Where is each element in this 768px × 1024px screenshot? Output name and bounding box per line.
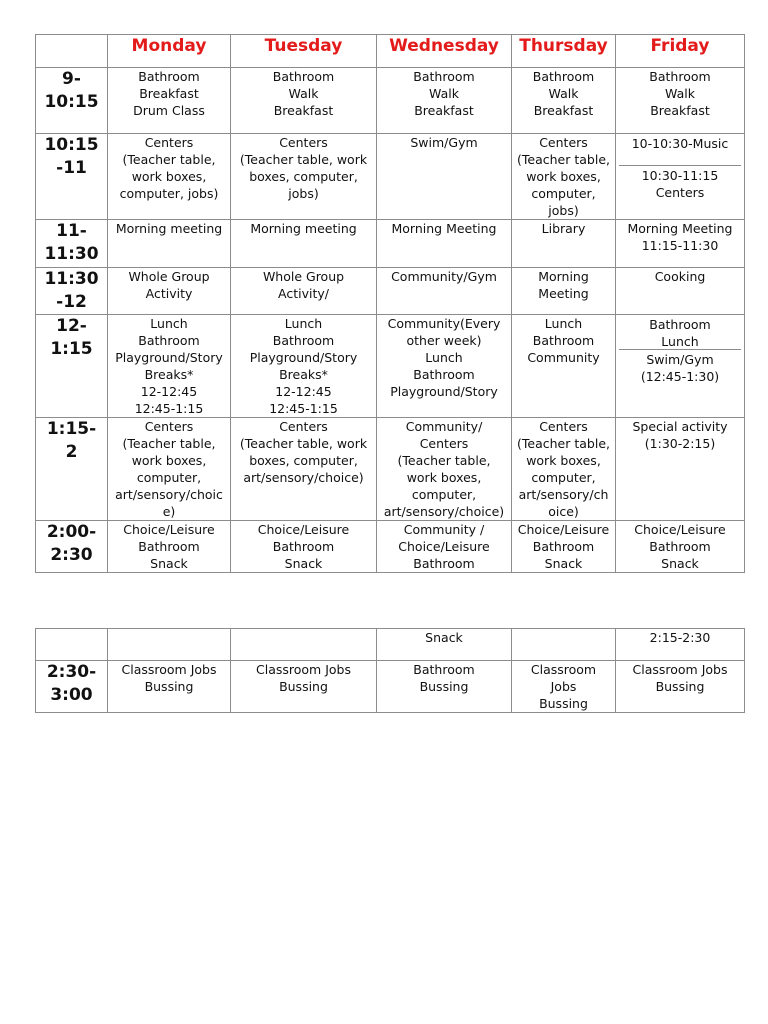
schedule-row-1 <box>36 134 745 220</box>
schedule-subcell-friday-centers: 10:30-11:15 Centers <box>619 165 741 201</box>
schedule-cell-thursday: Centers (Teacher table, work boxes, computer, jobs) <box>512 134 616 220</box>
schedule-cell-wednesday: Community/Gym <box>377 268 512 315</box>
schedule-cell-friday: Special activity (1:30-2:15) <box>616 418 745 521</box>
schedule-cell-tuesday: Choice/Leisure Bathroom Snack <box>231 521 377 573</box>
schedule-row-3 <box>36 268 745 315</box>
schedule-row-5 <box>36 418 745 521</box>
schedule-cell-thursday: Choice/Leisure Bathroom Snack <box>512 521 616 573</box>
schedule-row-6 <box>36 521 745 573</box>
time-slot-label: 11:30 -12 <box>36 268 108 315</box>
schedule-cell-monday: Lunch Bathroom Playground/Story Breaks* 12-12:45 12:45-1:15 <box>108 315 231 418</box>
schedule-cell-wednesday: Community/ Centers (Teacher table, work boxes, computer, art/sensory/choice) <box>377 418 512 521</box>
schedule-cell-monday: Centers (Teacher table, work boxes, computer, art/sensory/choic e) <box>108 418 231 521</box>
schedule-cell-tuesday <box>231 629 377 661</box>
time-slot-label: 1:15- 2 <box>36 418 108 521</box>
time-slot-label: 12- 1:15 <box>36 315 108 418</box>
schedule-cell-wednesday: Bathroom Bussing <box>377 661 512 713</box>
time-slot-label <box>36 629 108 661</box>
day-header-thursday: Thursday <box>512 35 616 68</box>
day-header-tuesday: Tuesday <box>231 35 377 68</box>
schedule-cell-monday: Centers (Teacher table, work boxes, computer, jobs) <box>108 134 231 220</box>
schedule-cell-thursday <box>512 629 616 661</box>
schedule-cell-tuesday: Classroom Jobs Bussing <box>231 661 377 713</box>
schedule-cell-wednesday: Community(Every other week) Lunch Bathroom Playground/Story <box>377 315 512 418</box>
schedule-cell-thursday: Morning Meeting <box>512 268 616 315</box>
time-slot-label: 10:15 -11 <box>36 134 108 220</box>
schedule-cell-friday: Morning Meeting 11:15-11:30 <box>616 220 745 268</box>
schedule-cell-wednesday: Bathroom Walk Breakfast <box>377 68 512 134</box>
schedule-subcell-friday-lunch: Bathroom Lunch <box>649 317 711 349</box>
schedule-cell-friday: Choice/Leisure Bathroom Snack <box>616 521 745 573</box>
schedule-subcell-friday-swim: Swim/Gym (12:45-1:30) <box>619 349 741 385</box>
schedule-cell-tuesday: Whole Group Activity/ <box>231 268 377 315</box>
schedule-cell-tuesday: Centers (Teacher table, work boxes, computer, jobs) <box>231 134 377 220</box>
schedule-cell-friday <box>616 134 745 220</box>
day-header-monday: Monday <box>108 35 231 68</box>
schedule-cell-monday <box>108 629 231 661</box>
schedule-cell-tuesday: Lunch Bathroom Playground/Story Breaks* 12-12:45 12:45-1:15 <box>231 315 377 418</box>
schedule-cell-friday <box>616 315 745 418</box>
schedule-cell-monday: Whole Group Activity <box>108 268 231 315</box>
time-slot-label: 11- 11:30 <box>36 220 108 268</box>
schedule-row-7 <box>36 661 745 713</box>
corner-cell <box>36 35 108 68</box>
schedule-cell-friday: Classroom Jobs Bussing <box>616 661 745 713</box>
schedule-cell-wednesday: Community / Choice/Leisure Bathroom <box>377 521 512 573</box>
schedule-cell-thursday: Lunch Bathroom Community <box>512 315 616 418</box>
schedule-cell-thursday: Library <box>512 220 616 268</box>
schedule-cell-wednesday: Morning Meeting <box>377 220 512 268</box>
schedule-cell-monday: Bathroom Breakfast Drum Class <box>108 68 231 134</box>
day-header-wednesday: Wednesday <box>377 35 512 68</box>
schedule-subcell-friday-music: 10-10:30-Music <box>631 136 729 151</box>
schedule-table-page2 <box>35 628 745 713</box>
day-header-friday: Friday <box>616 35 745 68</box>
schedule-cell-monday: Classroom Jobs Bussing <box>108 661 231 713</box>
schedule-row-0 <box>36 68 745 134</box>
continuation-row <box>36 629 745 661</box>
schedule-cell-thursday: Centers (Teacher table, work boxes, computer, art/sensory/ch oice) <box>512 418 616 521</box>
schedule-cell-thursday: Bathroom Walk Breakfast <box>512 68 616 134</box>
schedule-cell-thursday: Classroom Jobs Bussing <box>512 661 616 713</box>
schedule-cell-friday: Bathroom Walk Breakfast <box>616 68 745 134</box>
time-slot-label: 2:00- 2:30 <box>36 521 108 573</box>
schedule-cell-tuesday: Morning meeting <box>231 220 377 268</box>
schedule-cell-wednesday: Swim/Gym <box>377 134 512 220</box>
schedule-cell-monday: Morning meeting <box>108 220 231 268</box>
time-slot-label: 2:30- 3:00 <box>36 661 108 713</box>
schedule-cell-tuesday: Bathroom Walk Breakfast <box>231 68 377 134</box>
schedule-cell-tuesday: Centers (Teacher table, work boxes, computer, art/sensory/choice) <box>231 418 377 521</box>
time-slot-label: 9- 10:15 <box>36 68 108 134</box>
schedule-row-2 <box>36 220 745 268</box>
day-header-row <box>36 35 745 68</box>
schedule-cell-friday: 2:15-2:30 <box>616 629 745 661</box>
schedule-table-page1 <box>35 34 745 573</box>
schedule-row-4 <box>36 315 745 418</box>
schedule-cell-friday: Cooking <box>616 268 745 315</box>
schedule-cell-monday: Choice/Leisure Bathroom Snack <box>108 521 231 573</box>
schedule-cell-wednesday: Snack <box>377 629 512 661</box>
